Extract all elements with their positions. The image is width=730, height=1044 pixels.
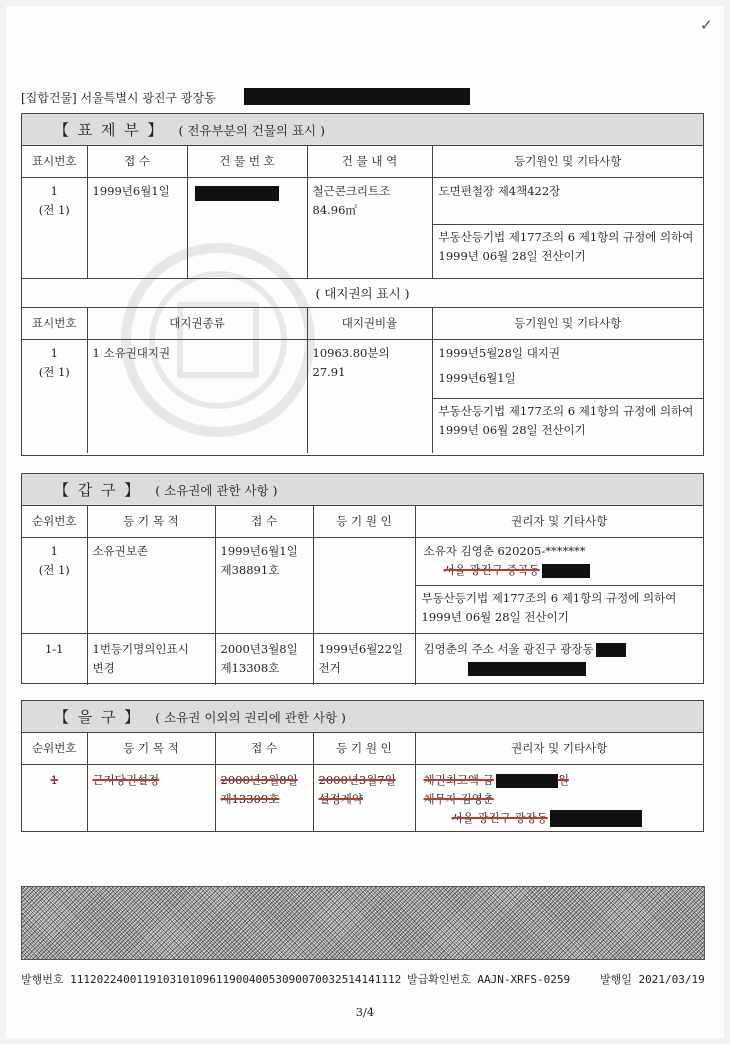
owner-name: 소유자 김영춘 620205-*******: [423, 543, 586, 558]
remark-text: 1999년5월28일 대지권: [438, 345, 561, 360]
remark-text: 도면편철장 제4책422장: [433, 178, 704, 225]
max-claim-amount: 채권최고액 금: [423, 772, 494, 787]
property-address: [집합건물] 서울특별시 광진구 광장동: [21, 91, 216, 105]
land-right-ratio: 10963.80분의: [312, 345, 390, 360]
receipt-number: 제13309호: [220, 791, 280, 806]
eul-section-heading: 【 을 구 】: [54, 708, 142, 726]
rank-number: 1-1: [44, 641, 64, 656]
eul-section-subtitle: ( 소유권 이외의 권리에 관한 사항 ): [155, 709, 346, 725]
eul-section-header: [22, 701, 703, 733]
debtor-address: 서울 광진구 광장동: [451, 810, 548, 825]
gap-section: [21, 473, 704, 684]
remark-text: 김영춘의 주소 서울 광진구 광장동: [423, 641, 594, 656]
remark-text: 부동산등기법 제177조의 6 제1항의 규정에 의하여 1999년 06월 28일 전산이기: [438, 403, 694, 437]
security-pattern: [21, 886, 705, 960]
title-section-heading: 【 표 제 부 】: [54, 121, 165, 139]
remark-text: 부동산등기법 제177조의 6 제1항의 규정에 의하여 1999년 06월 28일 전산이기: [421, 590, 677, 624]
issue-date: 발행일 2021/03/19: [600, 973, 705, 986]
title-section-subtitle: ( 전유부분의 건물의 표시 ): [178, 122, 325, 138]
column-header: 등기원인 및 기타사항: [432, 308, 703, 339]
column-header: 대지권비율: [307, 308, 432, 339]
confirmation-number: 발급확인번호 AAJN-XRFS-0259: [407, 973, 571, 986]
receipt-number: 제38891호: [220, 562, 280, 577]
gap-section-subtitle: ( 소유권에 관한 사항 ): [155, 482, 278, 498]
registration-purpose: 소유권보존: [92, 543, 149, 558]
column-header: 권리자 및 기타사항: [415, 733, 703, 764]
column-header: 등 기 목 적: [87, 506, 215, 537]
remark-text: 부동산등기법 제177조의 6 제1항의 규정에 의하여 1999년 06월 28일 전산이기: [438, 229, 694, 263]
land-right-kind: 1 소유권대지권: [92, 345, 171, 360]
table-row: [22, 764, 703, 831]
receipt-date: 2000년3월8일: [220, 772, 298, 787]
column-header: 등기원인 및 기타사항: [432, 146, 703, 177]
check-mark: ✓: [700, 16, 713, 34]
building-table: [22, 146, 703, 278]
redaction-bar: [496, 774, 558, 788]
redaction-bar: [596, 643, 626, 657]
gap-section-heading: 【 갑 구 】: [54, 481, 142, 499]
registration-cause: 1999년6월22일: [318, 641, 404, 656]
title-section: [21, 113, 704, 456]
amount-unit: 원: [557, 772, 569, 787]
redaction-bar: [550, 810, 642, 827]
land-right-table: [22, 308, 703, 453]
receipt-date: 1999년6월1일: [220, 543, 298, 558]
column-header: 순위번호: [22, 733, 87, 764]
column-header: 대지권종류: [87, 308, 307, 339]
column-header: 건 물 번 호: [187, 146, 307, 177]
registration-cause: 설정계약: [318, 791, 363, 806]
title-section-header: [22, 114, 703, 146]
ownership-table: [22, 506, 703, 685]
column-header: 등 기 원 인: [313, 733, 415, 764]
redaction-bar: [244, 88, 470, 105]
receipt-date: 1999년6월1일: [92, 183, 170, 198]
land-right-subtitle: ( 대지권의 표시 ): [22, 278, 703, 308]
land-right-ratio: 27.91: [312, 364, 346, 379]
prior-number: (전 1): [38, 562, 70, 577]
table-row: [22, 339, 703, 453]
remark-text: 1999년6월1일: [433, 363, 704, 399]
prior-number: (전 1): [38, 202, 70, 217]
registration-purpose: 근저당권설정: [92, 772, 160, 787]
owner-address: 서울 광진구 중곡동: [443, 562, 540, 577]
registration-purpose: 변경: [92, 660, 115, 675]
table-row: [22, 537, 703, 633]
rank-number: 1: [50, 772, 58, 787]
column-header: 순위번호: [22, 506, 87, 537]
issue-number: 발행번호 11120224001191031010961190040053090070032514141112: [21, 973, 402, 986]
eul-section: [21, 700, 704, 832]
column-header: 권리자 및 기타사항: [415, 506, 703, 537]
column-header: 접 수: [215, 733, 313, 764]
receipt-date: 2000년3월8일: [220, 641, 298, 656]
table-row: [22, 633, 703, 685]
column-header: 등 기 원 인: [313, 506, 415, 537]
page-number: 3/4: [355, 1005, 375, 1019]
registration-cause: 전거: [318, 660, 341, 675]
redaction-bar: [468, 662, 586, 676]
debtor-name: 채무자 김영춘: [423, 791, 494, 806]
registration-cause: 2000년3월7일: [318, 772, 396, 787]
column-header: 건 물 내 역: [307, 146, 432, 177]
rank-number: 1: [50, 345, 58, 360]
column-header: 표시번호: [22, 308, 87, 339]
column-header: 접 수: [87, 146, 187, 177]
rank-number: 1: [50, 543, 58, 558]
redaction-bar: [195, 186, 279, 201]
building-structure: 철근콘크리트조: [312, 183, 391, 198]
table-row: [22, 177, 703, 278]
receipt-number: 제13308호: [220, 660, 280, 675]
rank-number: 1: [50, 183, 58, 198]
column-header: 표시번호: [22, 146, 87, 177]
prior-number: (전 1): [38, 364, 70, 379]
column-header: 등 기 목 적: [87, 733, 215, 764]
building-area: 84.96㎡: [312, 202, 357, 217]
gap-section-header: [22, 474, 703, 506]
redaction-bar: [542, 564, 590, 578]
registration-purpose: 1번등기명의인표시: [92, 641, 189, 656]
other-rights-table: [22, 733, 703, 831]
column-header: 접 수: [215, 506, 313, 537]
